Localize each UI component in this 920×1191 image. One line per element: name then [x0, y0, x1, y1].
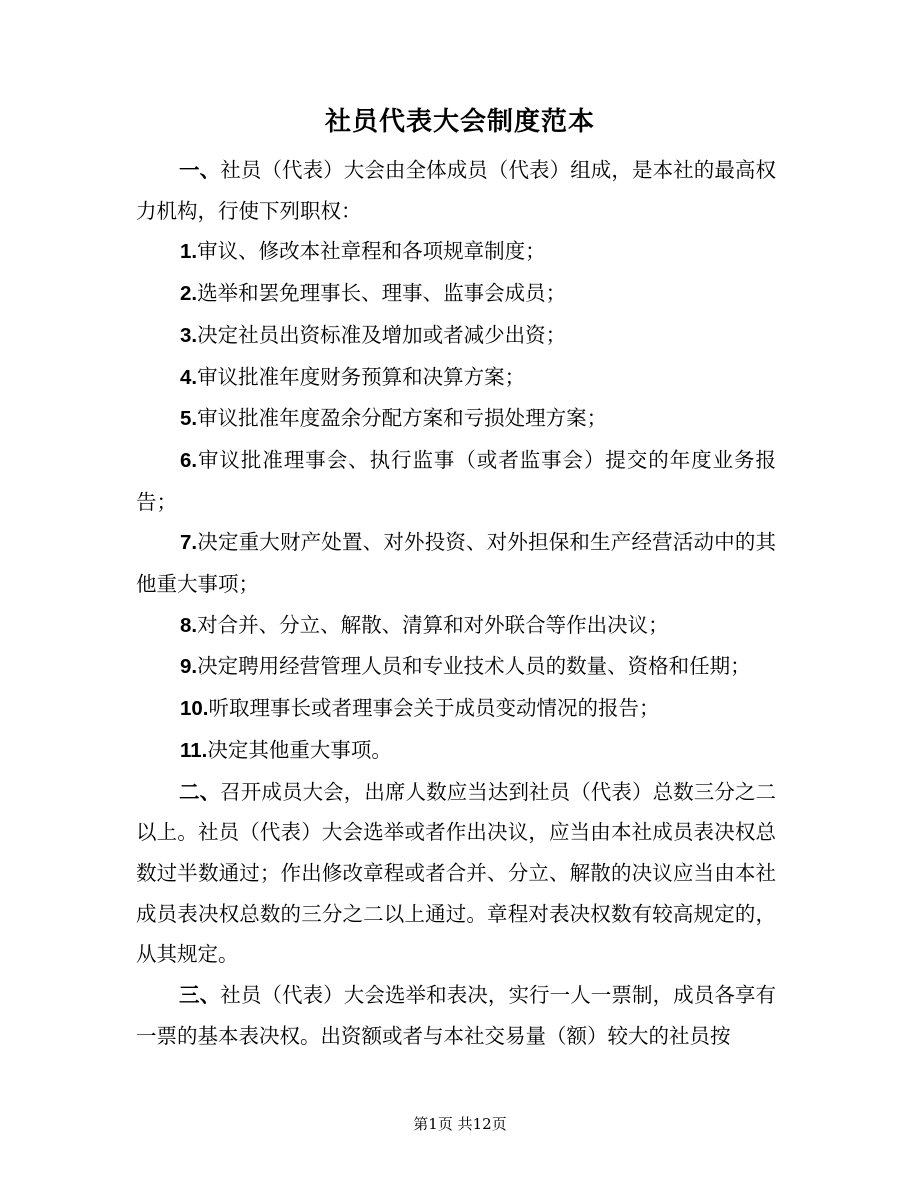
list-item-9 [136, 646, 776, 688]
item-number: 3. [180, 323, 198, 347]
list-item-6 [136, 440, 776, 522]
list-item-10 [136, 688, 776, 730]
item-text: 审议批准年度盈余分配方案和亏损处理方案； [197, 406, 608, 431]
list-item-4 [136, 357, 776, 399]
item-text: 审议批准年度财务预算和决算方案； [197, 364, 526, 389]
document-title: 社员代表大会制度范本 [324, 107, 595, 137]
item-text: 选举和罢免理事长、理事、监事会成员； [197, 281, 567, 306]
item-text: 决定重大财产处置、对外投资、对外担保和生产经营活动中的其他重大事项； [136, 530, 776, 597]
item-number: 1. [180, 240, 198, 264]
item-number: 10. [180, 697, 209, 721]
document-body [136, 150, 776, 1056]
list-item-11 [136, 730, 776, 772]
item-number: 8. [180, 613, 198, 637]
item-number: 4. [180, 365, 198, 389]
section-2 [136, 772, 776, 976]
section-1-text: 社员（代表）大会由全体成员（代表）组成，是本社的最高权力机构，行使下列职权： [136, 158, 777, 223]
item-text: 决定聘用经营管理人员和专业技术人员的数量、资格和任期； [197, 654, 751, 679]
item-number: 5. [180, 407, 198, 431]
item-number: 11. [180, 738, 208, 762]
item-text: 决定其他重大事项。 [207, 737, 392, 762]
item-text: 审议批准理事会、执行监事（或者监事会）提交的年度业务报告； [136, 447, 776, 514]
page-number-footer: 第1页 共12页 [413, 1115, 507, 1133]
item-text: 决定社员出资标准及增加或者减少出资； [197, 322, 567, 347]
item-number: 2. [180, 282, 198, 306]
section-3 [136, 975, 776, 1056]
list-item-3 [136, 315, 776, 357]
list-item-1 [136, 231, 776, 273]
item-text: 审议、修改本社章程和各项规章制度； [197, 239, 546, 264]
section-3-text: 社员（代表）大会选举和表决，实行一人一票制，成员各享有一票的基本表决权。出资额或者与本社交易量（额）较大的社员按 [136, 983, 777, 1048]
list-item-2 [136, 273, 776, 315]
section-2-text: 召开成员大会，出席人数应当达到社员（代表）总数三分之二以上。社员（代表）大会选举或者作出决议，应当由本社成员表决权总数过半数通过；作出修改章程或者合并、分立、解散的决议应当由本社成员表决权总数的三分之二以上通过。章程对表决权数有较高规定的，从其规定。 [136, 779, 777, 967]
section-1 [136, 150, 776, 231]
item-text: 对合并、分立、解散、清算和对外联合等作出决议； [197, 612, 669, 637]
list-item-5 [136, 398, 776, 440]
section-2-label: 二、 [179, 779, 221, 804]
list-item-8 [136, 605, 776, 647]
section-1-label: 一、 [179, 158, 221, 182]
item-number: 9. [180, 655, 198, 679]
item-number: 7. [180, 531, 198, 555]
section-3-label: 三、 [179, 983, 221, 1008]
item-text: 听取理事长或者理事会关于成员变动情况的报告； [208, 696, 660, 721]
list-item-7 [136, 522, 776, 604]
item-number: 6. [180, 448, 198, 472]
